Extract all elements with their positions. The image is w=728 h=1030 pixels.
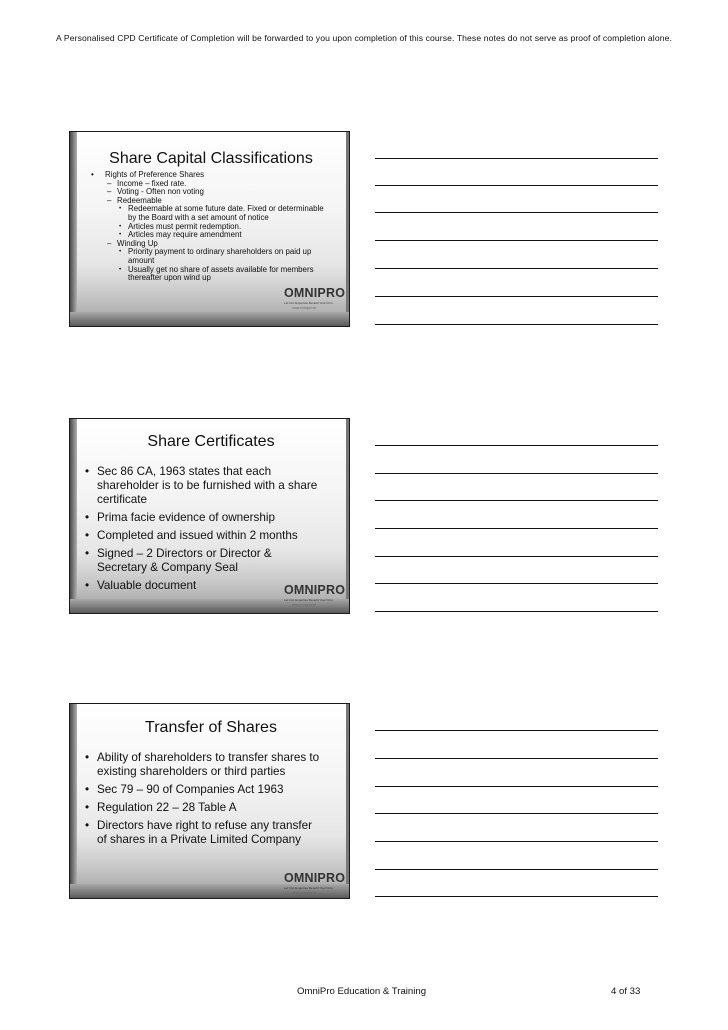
bullet-text-line: Articles must permit redemption. [128, 221, 242, 231]
bullet-marker: – [107, 178, 112, 188]
bullet-text-line: by the Board with a set amount of notice [128, 212, 269, 222]
note-line [375, 583, 658, 584]
note-line [375, 296, 658, 297]
note-line [375, 324, 658, 325]
note-line [375, 158, 658, 159]
bullet-marker: • [119, 222, 122, 230]
logo-tagline: Let Our Expertise Benefit Your Firm [284, 301, 333, 305]
slide-transfer-of-shares [69, 703, 350, 899]
note-line [375, 786, 658, 787]
bullet-text-line: Sec 86 CA, 1963 states that each [97, 465, 272, 478]
note-line [375, 473, 658, 474]
bullet-text-line: Signed – 2 Directors or Director & [97, 547, 272, 560]
bullet-marker: • [85, 529, 90, 542]
bullet-text-line: shareholder is to be furnished with a share [97, 479, 318, 492]
bullet-marker: • [91, 170, 94, 179]
bullet-text-line: Redeemable [117, 195, 162, 205]
bullet-item [70, 819, 349, 847]
note-line [375, 185, 658, 186]
logo-brand: OMNIPRO [284, 583, 346, 597]
note-line [375, 611, 658, 612]
bullet-marker: – [107, 187, 112, 197]
bullet-text-line: Voting - Often non voting [117, 187, 204, 197]
note-line [375, 896, 658, 897]
slide-title: Share Capital Classifications [109, 150, 313, 167]
logo-url: www.omnipro.ie [292, 891, 316, 895]
note-line [375, 841, 658, 842]
bullet-item [70, 180, 349, 189]
slide-bullet-list [70, 465, 349, 593]
note-line [375, 500, 658, 501]
cpd-header-notice: A Personalised CPD Certificate of Completion will be forwarded to you upon completion of this course. These notes do not serve as proof of completion alone. [56, 33, 672, 43]
bullet-item [70, 547, 349, 575]
bullet-item [70, 801, 349, 815]
note-line [375, 445, 658, 446]
bullet-text-line: Winding Up [117, 238, 158, 248]
bullet-text-line: amount [128, 255, 155, 265]
note-line [375, 240, 658, 241]
logo-brand: OMNIPRO [284, 871, 346, 885]
bullet-marker: • [119, 248, 122, 256]
bullet-marker: • [119, 205, 122, 213]
bullet-marker: • [119, 231, 122, 239]
bullet-item [70, 248, 349, 265]
bullet-text-line: Directors have right to refuse any transfer [97, 819, 313, 832]
footer-page-number: 4 of 33 [611, 986, 641, 997]
bullet-text-line: Usually get no share of assets available for members [128, 264, 314, 274]
logo-brand: OMNIPRO [284, 286, 346, 300]
bullet-text-line: Ability of shareholders to transfer shares to [97, 751, 320, 764]
omnipro-logo [284, 287, 344, 317]
bullet-text-line: Valuable document [97, 579, 197, 592]
slide-share-capital-classifications [69, 131, 350, 327]
bullet-text-line: Articles may require amendment [128, 230, 242, 240]
bullet-marker: • [85, 783, 90, 796]
bullet-marker: – [107, 195, 112, 205]
bullet-marker: • [85, 819, 90, 832]
bullet-text-line: Income – fixed rate. [117, 178, 187, 188]
bullet-item [70, 751, 349, 779]
note-line [375, 730, 658, 731]
slide-bullet-list [70, 751, 349, 847]
logo-tagline: Let Our Expertise Benefit Your Firm [284, 886, 333, 890]
bullet-text-line: Secretary & Company Seal [97, 561, 238, 574]
bullet-text-line: Regulation 22 – 28 Table A [97, 801, 237, 814]
slide-title: Transfer of Shares [145, 719, 277, 736]
bullet-marker: – [107, 238, 112, 248]
bullet-text-line: Prima facie evidence of ownership [97, 511, 276, 524]
bullet-text-line: Completed and issued within 2 months [97, 529, 298, 542]
note-line [375, 813, 658, 814]
slide-title: Share Certificates [147, 433, 275, 450]
slide-share-certificates [69, 418, 350, 614]
bullet-item [70, 529, 349, 543]
bullet-marker: • [119, 265, 122, 273]
note-line [375, 869, 658, 870]
note-line [375, 268, 658, 269]
bullet-text-line: of shares in a Private Limited Company [97, 833, 301, 846]
bullet-marker: • [85, 751, 90, 764]
bullet-marker: • [85, 511, 90, 524]
logo-url: www.omnipro.ie [292, 306, 316, 310]
bullet-item [70, 171, 349, 180]
bullet-text-line: thereafter upon wind up [128, 273, 211, 283]
note-line [375, 758, 658, 759]
note-line [375, 212, 658, 213]
note-line [375, 528, 658, 529]
omnipro-logo [284, 584, 344, 614]
omnipro-logo [284, 872, 344, 899]
bullet-text-line: Rights of Preference Shares [105, 170, 205, 179]
bullet-marker: • [85, 579, 90, 592]
logo-tagline: Let Our Expertise Benefit Your Firm [284, 598, 333, 602]
bullet-marker: • [85, 547, 90, 560]
bullet-marker: • [85, 465, 90, 478]
bullet-item [70, 783, 349, 797]
bullet-item [70, 511, 349, 525]
bullet-text-line: certificate [97, 493, 148, 506]
bullet-marker: • [85, 801, 90, 814]
footer-organization: OmniPro Education & Training [297, 986, 427, 997]
bullet-item [70, 205, 349, 222]
bullet-text-line: Redeemable at some future date. Fixed or determinable [128, 204, 324, 214]
bullet-item [70, 465, 349, 507]
bullet-item [70, 231, 349, 240]
slide-bullet-list [70, 171, 349, 283]
logo-url: www.omnipro.ie [292, 603, 316, 607]
bullet-text-line: existing shareholders or third parties [97, 765, 286, 778]
note-line [375, 556, 658, 557]
bullet-text-line: Priority payment to ordinary shareholders on paid up [128, 247, 312, 257]
bullet-item [70, 188, 349, 197]
bullet-item [70, 266, 349, 283]
bullet-text-line: Sec 79 – 90 of Companies Act 1963 [97, 783, 284, 796]
